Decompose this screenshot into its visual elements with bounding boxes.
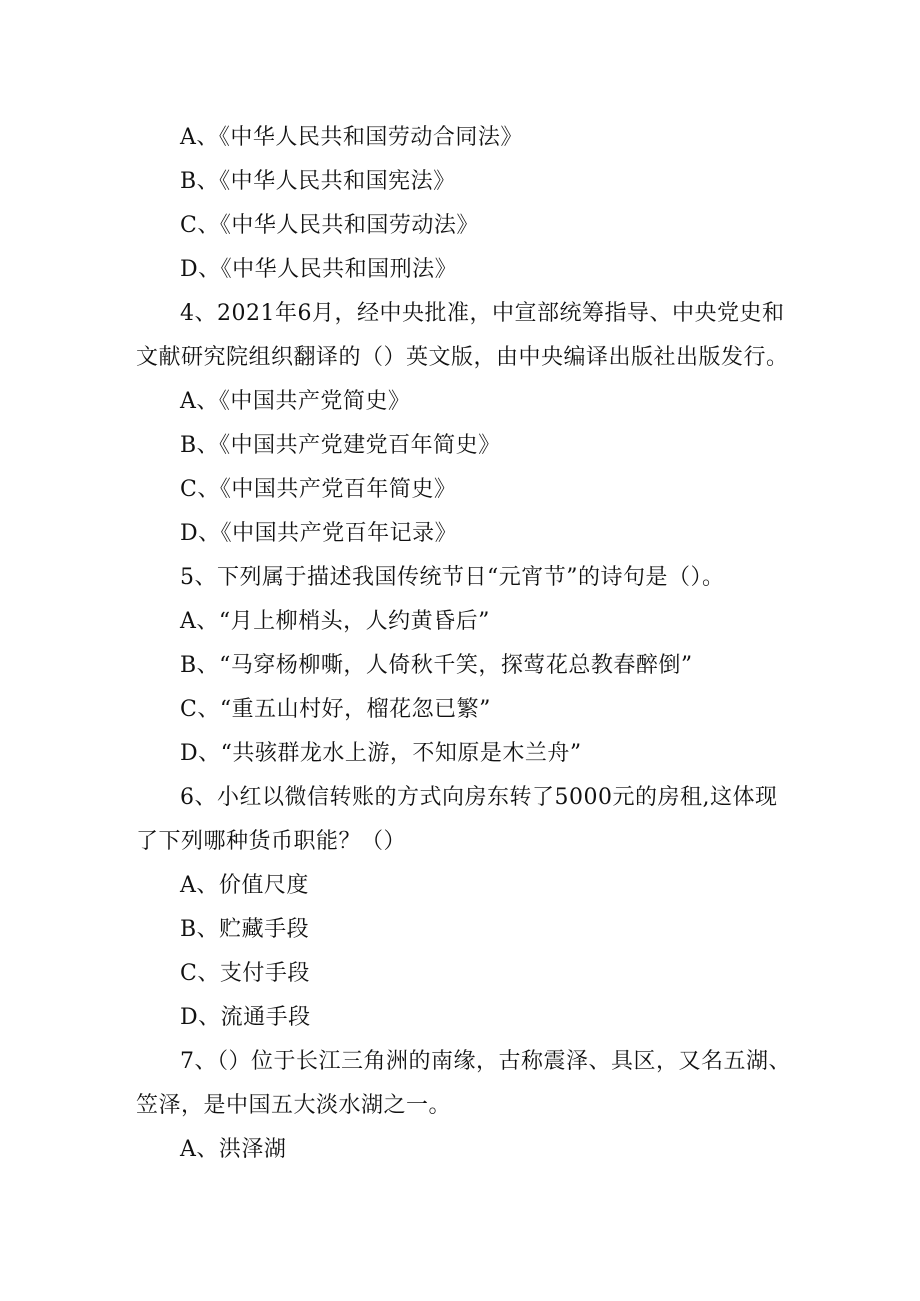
q4-option-a: A、《中国共产党简史》 bbox=[180, 389, 411, 414]
q7-option-a: A、洪泽湖 bbox=[180, 1137, 287, 1162]
q6-option-d: D、流通手段 bbox=[180, 1005, 311, 1030]
q7-stem-line2: 笠泽，是中国五大淡水湖之一。 bbox=[136, 1093, 452, 1118]
q4-option-c: C、《中国共产党百年简史》 bbox=[180, 477, 457, 502]
q6-option-b: B、贮藏手段 bbox=[180, 917, 310, 942]
q3-option-c: C、《中华人民共和国劳动法》 bbox=[180, 213, 479, 238]
q5-stem: 5、下列属于描述我国传统节日“元宵节”的诗句是（）。 bbox=[180, 565, 725, 590]
q5-option-d: D、“共骇群龙水上游，不知原是木兰舟” bbox=[180, 741, 582, 766]
q5-option-c: C、“重五山村好，榴花忽已繁” bbox=[180, 697, 491, 722]
q6-stem-line1: 6、小红以微信转账的方式向房东转了5000元的房租,这体现 bbox=[180, 785, 778, 810]
q4-option-b: B、《中国共产党建党百年简史》 bbox=[180, 433, 501, 458]
q3-option-a: A、《中华人民共和国劳动合同法》 bbox=[180, 125, 523, 150]
q5-option-a: A、“月上柳梢头，人约黄昏后” bbox=[180, 609, 490, 634]
q6-option-a: A、价值尺度 bbox=[180, 873, 309, 898]
q5-option-b: B、“马穿杨柳嘶，人倚秋千笑，探莺花总教春醉倒” bbox=[180, 653, 693, 678]
q4-option-d: D、《中国共产党百年记录》 bbox=[180, 521, 458, 546]
q7-stem-line1: 7、（）位于长江三角洲的南缘，古称震泽、具区，又名五湖、 bbox=[180, 1049, 791, 1074]
q4-stem-line1: 4、2021年6月，经中央批准，中宣部统筹指导、中央党史和 bbox=[180, 301, 785, 326]
q4-stem-line2: 文献研究院组织翻译的（）英文版，由中央编译出版社出版发行。 bbox=[136, 345, 789, 370]
q6-stem-line2: 了下列哪种货币职能？（） bbox=[136, 829, 407, 854]
q3-option-d: D、《中华人民共和国刑法》 bbox=[180, 257, 458, 282]
q3-option-b: B、《中华人民共和国宪法》 bbox=[180, 169, 456, 194]
q6-option-c: C、支付手段 bbox=[180, 961, 310, 986]
